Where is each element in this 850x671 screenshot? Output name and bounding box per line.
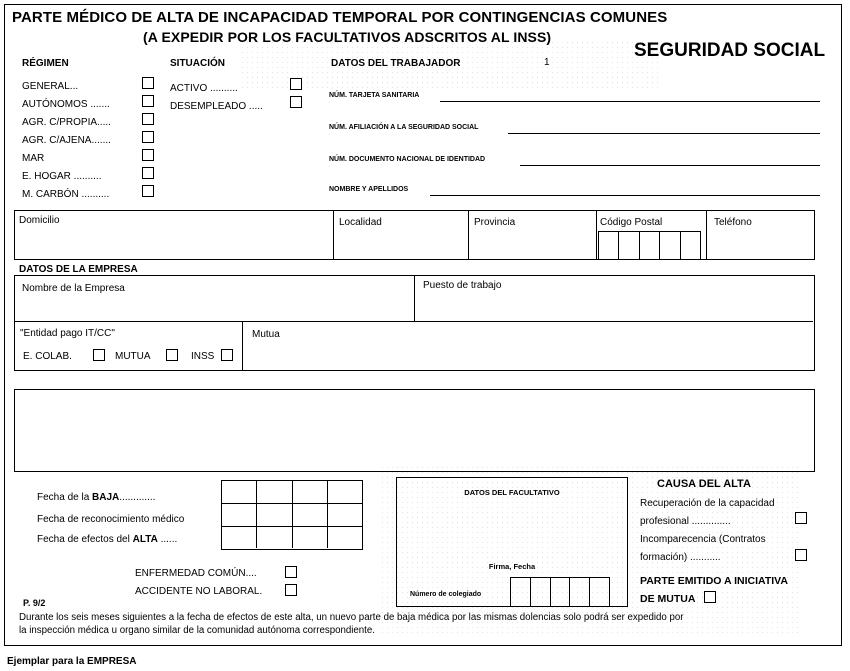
- regimen-label: M. CARBÓN: [22, 189, 79, 200]
- regimen-label: AUTÓNOMOS: [22, 99, 88, 110]
- nombre-empresa-cell[interactable]: [15, 276, 415, 322]
- firma-label: Firma, Fecha: [488, 562, 536, 571]
- dni-label: NÚM. DOCUMENTO NACIONAL DE IDENTIDAD: [329, 156, 486, 163]
- form-code: P. 9/2: [23, 598, 46, 608]
- fecha-alta-input[interactable]: [222, 527, 362, 548]
- telefono-cell[interactable]: [706, 211, 814, 259]
- fecha-alta-prefix: Fecha de efectos del: [37, 534, 133, 545]
- accidente-label: [135, 586, 262, 597]
- leader-dots: ..........: [78, 189, 110, 200]
- leader-dots: ..........: [70, 171, 102, 182]
- e-colab-label: E. COLAB.: [23, 351, 72, 362]
- fecha-alta-bold: ALTA: [132, 534, 158, 545]
- enfermedad-text: ENFERMEDAD COMÚN: [135, 568, 246, 579]
- telefono-label: Teléfono: [714, 217, 752, 228]
- incomparecencia-checkbox[interactable]: [795, 549, 807, 561]
- inss-checkbox[interactable]: [221, 349, 233, 361]
- situacion-option: [170, 96, 310, 114]
- recuperacion-text: profesional: [640, 516, 689, 527]
- leader-dots: .....: [97, 117, 111, 128]
- fecha-alta-label: [37, 534, 177, 545]
- address-table: [14, 210, 815, 260]
- localidad-label: Localidad: [339, 217, 382, 228]
- mutua-checkbox[interactable]: [166, 349, 178, 361]
- incomparecencia-label-1: Incomparecencia (Contratos: [640, 534, 766, 545]
- colegiado-input[interactable]: [510, 577, 610, 606]
- empresa-heading: DATOS DE LA EMPRESA: [19, 264, 138, 275]
- entidad-label: "Entidad pago IT/CC": [20, 328, 115, 339]
- facultativo-heading: DATOS DEL FACULTATIVO: [464, 488, 560, 497]
- fecha-baja-input[interactable]: [222, 481, 362, 504]
- regimen-option: [22, 184, 162, 202]
- leader-dots: .......: [87, 99, 110, 110]
- regimen-label: E. HOGAR: [22, 171, 71, 182]
- codigo-postal-input[interactable]: [598, 231, 701, 259]
- provincia-cell[interactable]: [468, 211, 597, 259]
- enfermedad-comun-checkbox[interactable]: [285, 566, 297, 578]
- nombre-empresa-label: Nombre de la Empresa: [22, 283, 125, 294]
- situacion-list: [170, 78, 310, 114]
- regimen-option: [22, 112, 162, 130]
- regimen-checkbox[interactable]: [142, 77, 154, 89]
- regimen-checkbox[interactable]: [142, 113, 154, 125]
- enfermedad-comun-label: [135, 568, 257, 579]
- leader-dots: .: [259, 586, 263, 597]
- incomparecencia-text: formación): [640, 552, 688, 563]
- footer-note-2: la inspección médica u organo similar de la comunidad autónoma correspondiente.: [19, 625, 375, 636]
- recuperacion-label-1: Recuperación de la capacidad: [640, 498, 775, 509]
- tarjeta-sanitaria-field[interactable]: [440, 101, 820, 102]
- parte-mutua-label-2: DE MUTUA: [640, 593, 696, 605]
- regimen-checkbox[interactable]: [142, 167, 154, 179]
- leader-dots: .....: [246, 101, 263, 112]
- parte-mutua-checkbox[interactable]: [704, 591, 716, 603]
- leader-dots: ..............: [688, 516, 731, 527]
- form-title: PARTE MÉDICO DE ALTA DE INCAPACIDAD TEMPORAL POR CONTINGENCIAS COMUNES: [12, 9, 668, 26]
- leader-dots: .......: [91, 135, 111, 146]
- codigo-postal-label: Código Postal: [600, 217, 663, 228]
- agency-name: SEGURIDAD SOCIAL: [634, 40, 826, 61]
- regimen-checkbox[interactable]: [142, 185, 154, 197]
- nombre-label: NOMBRE Y APELLIDOS: [329, 186, 409, 193]
- facultativo-box: [396, 477, 628, 607]
- puesto-label: Puesto de trabajo: [423, 280, 502, 291]
- situacion-option: [170, 78, 310, 96]
- regimen-label: AGR. C/AJENA: [22, 135, 92, 146]
- incomparecencia-label-2: [640, 552, 721, 563]
- domicilio-label: Domicilio: [19, 215, 60, 226]
- e-colab-checkbox[interactable]: [93, 349, 105, 361]
- trabajador-heading: DATOS DEL TRABAJADOR: [331, 58, 461, 69]
- form-subtitle: (A EXPEDIR POR LOS FACULTATIVOS ADSCRITOS AL INSS): [143, 29, 552, 45]
- situacion-checkbox[interactable]: [290, 96, 302, 108]
- dni-field[interactable]: [520, 165, 820, 166]
- nombre-field[interactable]: [430, 195, 820, 196]
- mutua-cell[interactable]: [243, 322, 813, 370]
- entidad-cell: [15, 322, 243, 370]
- regimen-option: [22, 94, 162, 112]
- empresa-table: [14, 275, 815, 371]
- afiliacion-label: NÚM. AFILIACIÓN A LA SEGURIDAD SOCIAL: [329, 124, 479, 131]
- regimen-option: [22, 76, 162, 94]
- regimen-label: AGR. C/PROPIA: [22, 117, 98, 128]
- afiliacion-field[interactable]: [508, 133, 820, 134]
- accidente-text: ACCIDENTE NO LABORAL: [135, 586, 260, 597]
- page-mark: 1: [544, 57, 550, 68]
- situacion-checkbox[interactable]: [290, 78, 302, 90]
- regimen-option: [22, 148, 162, 166]
- fecha-baja-prefix: Fecha de la: [37, 492, 93, 503]
- accidente-checkbox[interactable]: [285, 584, 297, 596]
- copy-label: Ejemplar para la EMPRESA: [7, 656, 137, 667]
- codigo-postal-cell: [596, 211, 707, 259]
- regimen-checkbox[interactable]: [142, 149, 154, 161]
- leader-dots: ...........: [687, 552, 721, 563]
- regimen-option: [22, 166, 162, 184]
- regimen-option: [22, 130, 162, 148]
- fecha-baja-bold: BAJA: [92, 492, 120, 503]
- provincia-label: Provincia: [474, 217, 516, 228]
- fecha-baja-label: [37, 492, 155, 503]
- regimen-list: [22, 76, 162, 202]
- leader-dots: ......: [157, 534, 178, 545]
- leader-dots: ..........: [207, 83, 238, 94]
- leader-dots: ....: [245, 568, 257, 579]
- regimen-checkbox[interactable]: [142, 131, 154, 143]
- regimen-label: MAR: [22, 153, 45, 164]
- inss-label: INSS: [191, 351, 215, 362]
- tarjeta-sanitaria-label: NÚM. TARJETA SANITARIA: [329, 92, 420, 99]
- regimen-label: GENERAL: [22, 81, 70, 92]
- colegiado-label: Número de colegiado: [410, 591, 482, 598]
- footer-note-1: Durante los seis meses siguientes a la fecha de efectos de este alta, un nuevo parte de baja médica por las mismas dolencias solo podrá ser expedido por: [19, 612, 684, 623]
- situacion-label: DESEMPLEADO: [170, 101, 247, 112]
- leader-dots: ...: [69, 81, 79, 92]
- recuperacion-checkbox[interactable]: [795, 512, 807, 524]
- regimen-heading: RÉGIMEN: [22, 58, 69, 69]
- situacion-heading: SITUACIÓN: [170, 58, 225, 69]
- puesto-cell[interactable]: [415, 276, 813, 322]
- mutua-option-label: MUTUA: [115, 351, 151, 362]
- recuperacion-label-2: [640, 516, 731, 527]
- fechas-grid: [221, 480, 363, 550]
- causa-heading: CAUSA DEL ALTA: [657, 478, 751, 490]
- parte-mutua-label-1: PARTE EMITIDO A INICIATIVA: [640, 575, 788, 587]
- observaciones-box[interactable]: [14, 389, 815, 472]
- regimen-checkbox[interactable]: [142, 95, 154, 107]
- domicilio-cell[interactable]: [15, 211, 334, 259]
- leader-dots: .............: [119, 492, 156, 503]
- mutua-label: Mutua: [252, 329, 280, 340]
- situacion-label: ACTIVO: [170, 83, 208, 94]
- fecha-reconocimiento-input[interactable]: [222, 504, 362, 527]
- localidad-cell[interactable]: [333, 211, 469, 259]
- fecha-reconocimiento-label: Fecha de reconocimiento médico: [37, 514, 185, 525]
